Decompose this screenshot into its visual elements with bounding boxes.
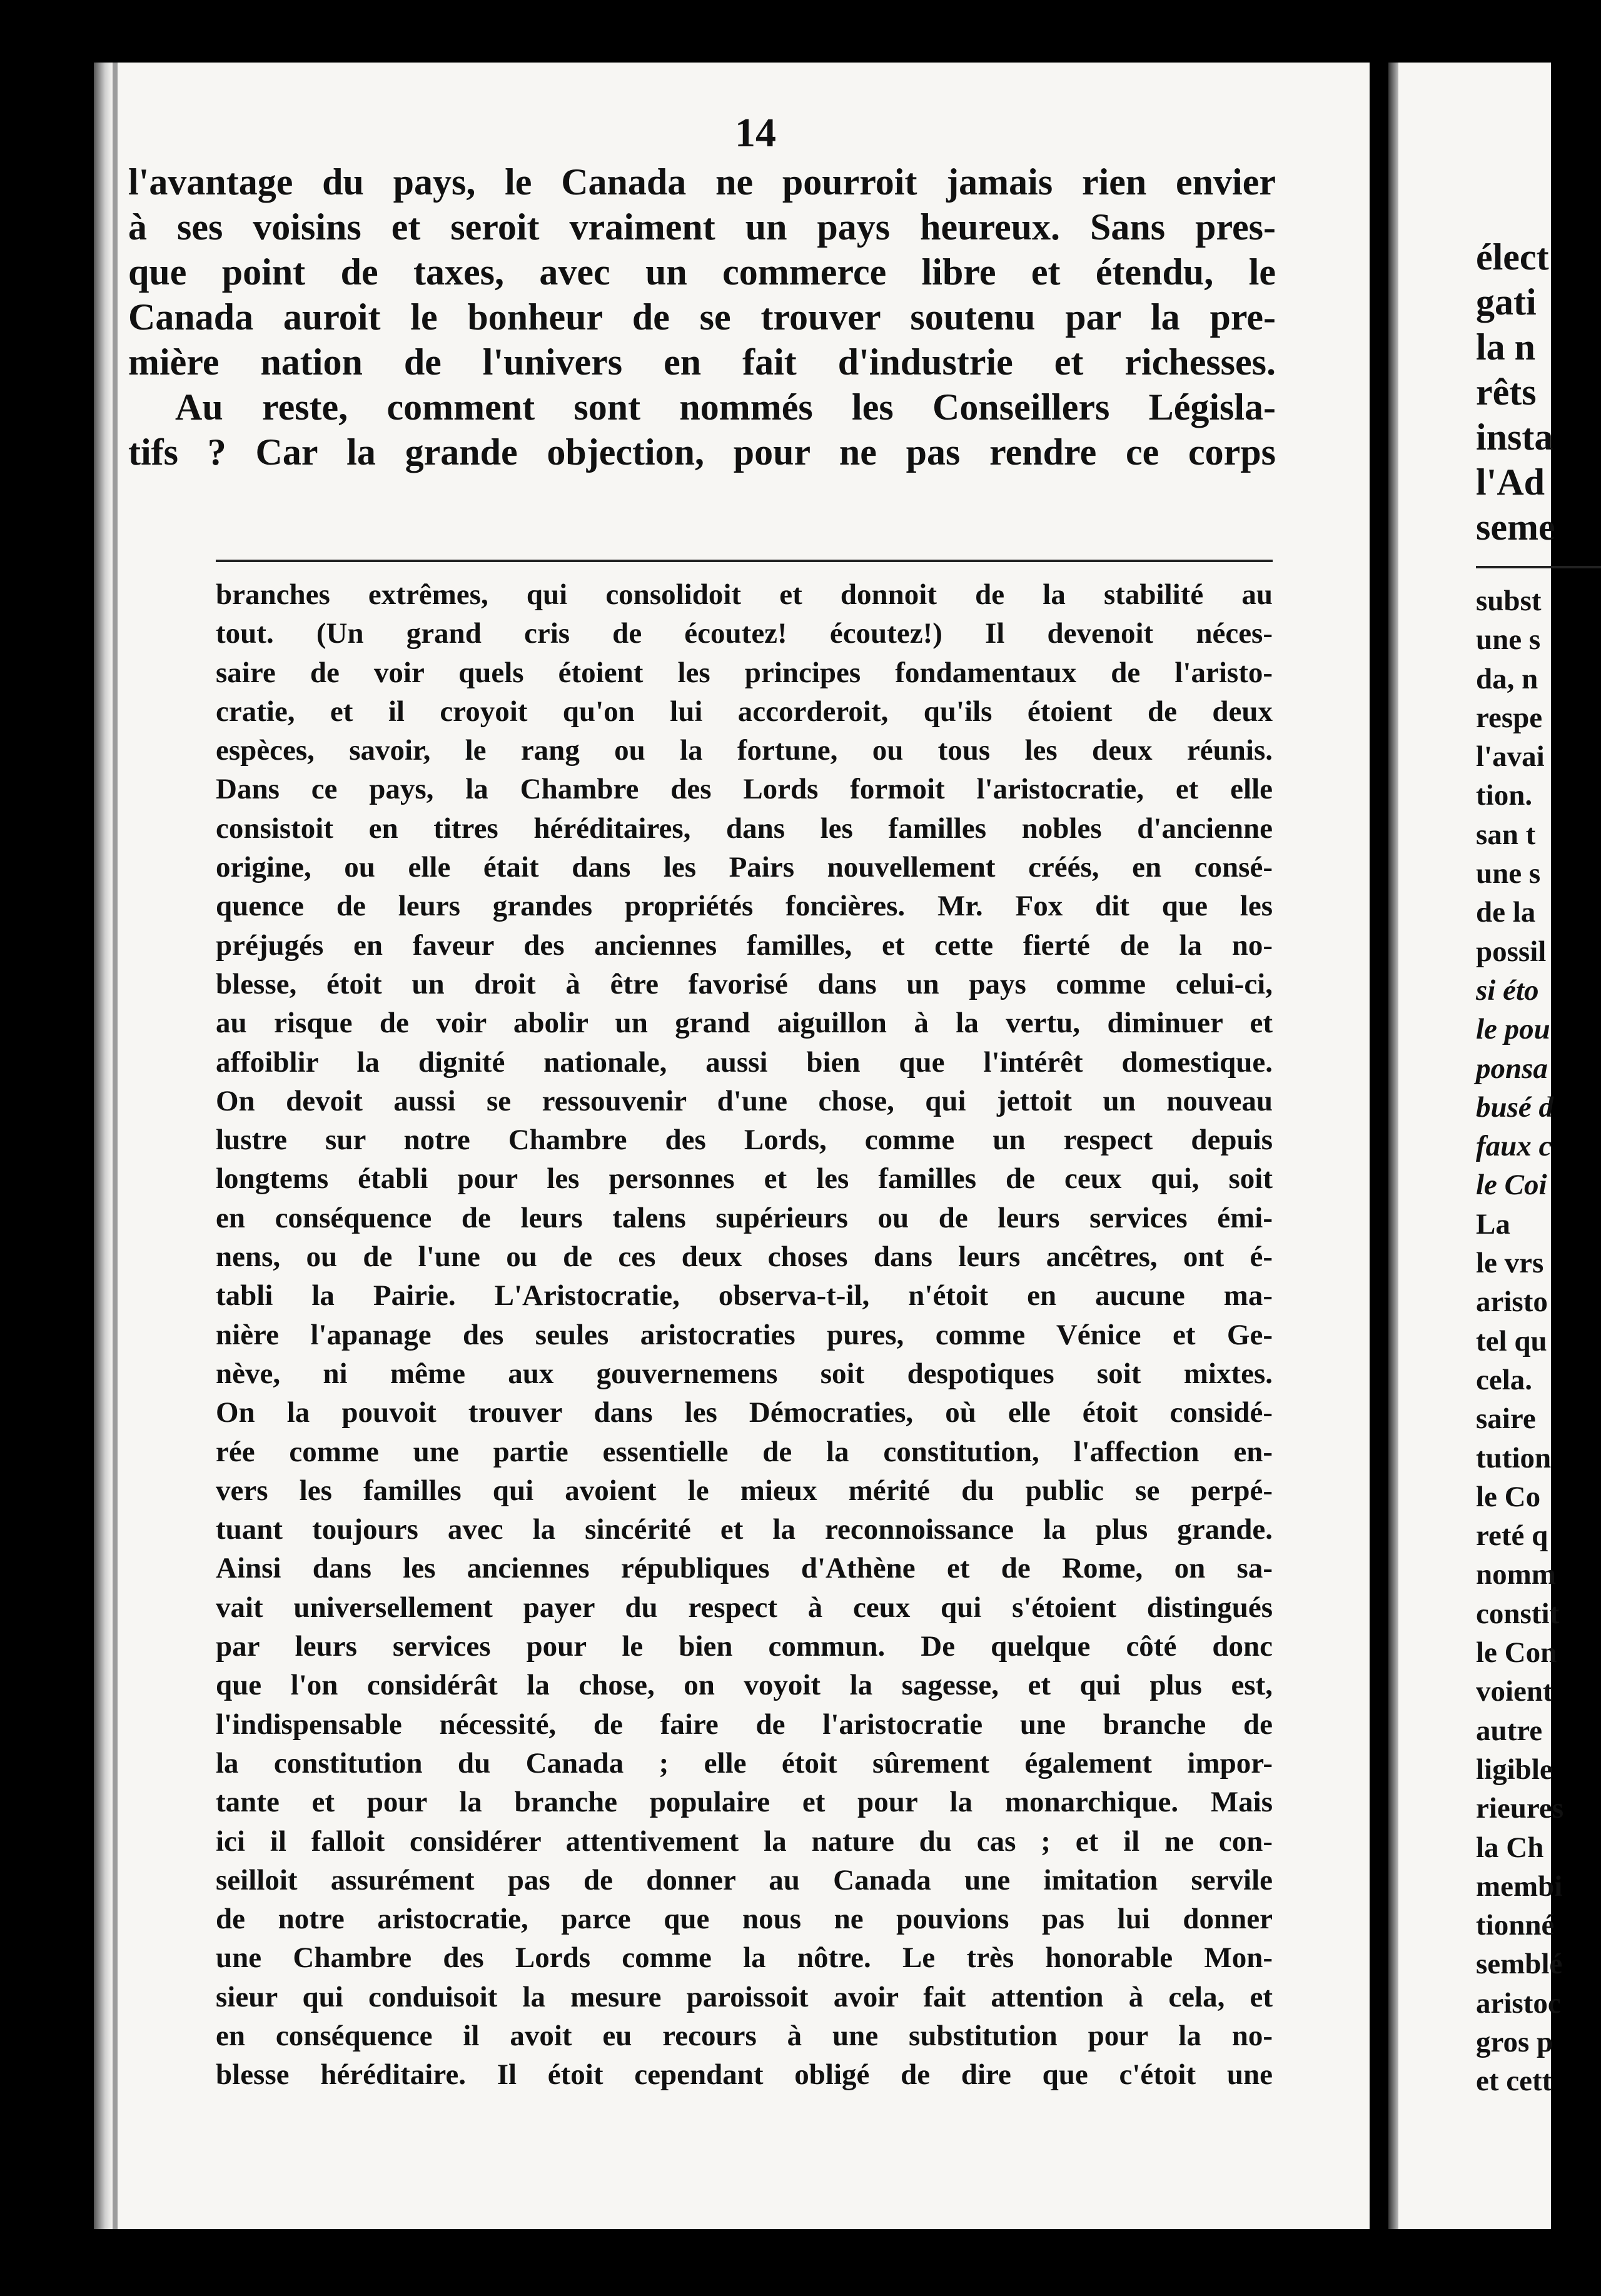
facing-page-line: rêts bbox=[1476, 371, 1537, 413]
facing-page-line: gati bbox=[1476, 281, 1537, 323]
page-gutter bbox=[94, 63, 113, 2229]
text-line: que point de taxes, avec un commerce libre et étendu, le bbox=[128, 251, 1276, 293]
facing-page-footnote-line: si éto bbox=[1476, 974, 1539, 1007]
facing-page-footnote-line: autre bbox=[1476, 1714, 1543, 1747]
footnote-line: nève, ni même aux gouvernemens soit despotiques soit mixtes. bbox=[216, 1357, 1273, 1390]
footnote-line: tante et pour la branche populaire et pour la monarchique. Mais bbox=[216, 1786, 1273, 1819]
footnote-line: Ainsi dans les anciennes républiques d'Athène et de Rome, on sa- bbox=[216, 1552, 1273, 1585]
facing-page-footnote-line: nomm bbox=[1476, 1558, 1556, 1591]
text-line: Canada auroit le bonheur de se trouver soutenu par la pre- bbox=[128, 296, 1276, 338]
facing-page bbox=[1388, 63, 1564, 2229]
footnote-line: vers les familles qui avoient le mieux mérité du public se perpé- bbox=[216, 1474, 1273, 1507]
footnote-line: par leurs services pour le bien commun. De quelque côté donc bbox=[216, 1630, 1273, 1663]
footnote-line: affoiblir la dignité nationale, aussi bien que l'intérêt domestique. bbox=[216, 1045, 1273, 1079]
footnote-line: en conséquence de leurs talens supérieurs ou de leurs services émi- bbox=[216, 1201, 1273, 1234]
facing-page-line: insta bbox=[1476, 416, 1553, 458]
footnote-line: tabli la Pairie. L'Aristocratie, observa-t-il, n'étoit en aucune ma- bbox=[216, 1279, 1273, 1312]
footnote-line: l'indispensable nécessité, de faire de l'aristocratie une branche de bbox=[216, 1708, 1273, 1741]
footnote-line: longtems établi pour les personnes et les familles de ceux qui, soit bbox=[216, 1162, 1273, 1196]
footnote-line: en conséquence il avoit eu recours à une substitution pour la no- bbox=[216, 2019, 1273, 2052]
footnote-rule bbox=[216, 560, 1273, 562]
facing-page-footnote-line: tionné bbox=[1476, 1909, 1555, 1942]
facing-page-footnote-line: semblé bbox=[1476, 1948, 1563, 1981]
footnote-line: consistoit en titres héréditaires, dans les familles nobles d'ancienne bbox=[216, 812, 1273, 845]
footnote-line: branches extrêmes, qui consolidoit et donnoit de la stabilité au bbox=[216, 578, 1273, 611]
footnote-line: une Chambre des Lords comme la nôtre. Le très honorable Mon- bbox=[216, 1941, 1273, 1975]
footnote-line: nière l'apanage des seules aristocraties pures, comme Vénice et Ge- bbox=[216, 1318, 1273, 1351]
facing-page-footnote-line: ponsa bbox=[1476, 1052, 1548, 1085]
facing-page-footnote-line: aristo bbox=[1476, 1286, 1548, 1319]
footnote-line: blesse, étoit un droit à être favorisé dans un pays comme celui-ci, bbox=[216, 967, 1273, 1000]
main-text bbox=[128, 159, 1276, 475]
footnote-line: nens, ou de l'une ou de ces deux choses dans leurs ancêtres, ont é- bbox=[216, 1241, 1273, 1274]
footnote-line: préjugés en faveur des anciennes familles, et cette fierté de la no- bbox=[216, 929, 1273, 962]
footnote-line: sieur qui conduisoit la mesure paroissoit avoir fait attention à cela, et bbox=[216, 1980, 1273, 2013]
text-line: Au reste, comment sont nommés les Conseillers Législa- bbox=[175, 386, 1276, 428]
facing-page-footnote-line: subst bbox=[1476, 585, 1542, 617]
facing-page-footnote-line: La bbox=[1476, 1207, 1510, 1241]
footnote-line: ici il falloit considérer attentivement la nature du cas ; et il ne con- bbox=[216, 1825, 1273, 1858]
text-line: tifs ? Car la grande objection, pour ne pas rendre ce corps bbox=[128, 431, 1276, 473]
facing-page-footnote-line: le Con bbox=[1476, 1636, 1557, 1669]
text-line: mière nation de l'univers en fait d'industrie et richesses. bbox=[128, 341, 1276, 383]
facing-page-footnote-line: ligible bbox=[1476, 1753, 1553, 1786]
facing-page-footnote-line: reté q bbox=[1476, 1519, 1548, 1553]
footnote-line: de notre aristocratie, parce que nous ne pouvions pas lui donner bbox=[216, 1903, 1273, 1936]
facing-page-footnote-line: san t bbox=[1476, 818, 1536, 851]
facing-page-footnote-line: voient bbox=[1476, 1675, 1553, 1708]
footnote-line: lustre sur notre Chambre des Lords, comme un respect depuis bbox=[216, 1124, 1273, 1157]
footnote-text bbox=[216, 575, 1273, 2095]
facing-page-footnote-rule bbox=[1476, 566, 1601, 568]
facing-page-footnote-line: de la bbox=[1476, 896, 1536, 929]
facing-page-footnote-line: membi bbox=[1476, 1870, 1563, 1903]
facing-page-footnote-line: possil bbox=[1476, 935, 1547, 968]
footnote-line: saire de voir quels étoient les principes fondamentaux de l'aristo- bbox=[216, 656, 1273, 689]
facing-page-footnote-line: le vrs bbox=[1476, 1247, 1544, 1280]
facing-page-footnote-line: faux c bbox=[1476, 1130, 1552, 1163]
page-gutter-shadow bbox=[113, 63, 118, 2229]
facing-page-gutter bbox=[1388, 63, 1398, 2229]
facing-page-footnote-line: busé d bbox=[1476, 1090, 1554, 1124]
facing-page-line: seme bbox=[1476, 506, 1555, 548]
footnote-line: tuant toujours avec la sincérité et la reconnoissance la plus grande. bbox=[216, 1513, 1273, 1546]
facing-page-footnote-line: gros p bbox=[1476, 2025, 1553, 2058]
facing-page-footnote-line: et cett bbox=[1476, 2065, 1552, 2098]
footnote-line: On la pouvoit trouver dans les Démocraties, où elle étoit considé- bbox=[216, 1396, 1273, 1429]
footnote-line: au risque de voir abolir un grand aiguillon à la vertu, diminuer et bbox=[216, 1007, 1273, 1040]
facing-page-footnote-line: le pou bbox=[1476, 1013, 1550, 1046]
footnote-line: que l'on considérât la chose, on voyoit la sagesse, et qui plus est, bbox=[216, 1669, 1273, 1702]
footnote-line: rée comme une partie essentielle de la constitution, l'affection en- bbox=[216, 1435, 1273, 1468]
facing-page-footnote-line: le Coi bbox=[1476, 1169, 1547, 1202]
footnote-line: tout. (Un grand cris de écoutez! écoutez!) Il devenoit néces- bbox=[216, 617, 1273, 650]
facing-page-line: la n bbox=[1476, 326, 1536, 368]
facing-page-footnote-line: tion. bbox=[1476, 779, 1533, 812]
facing-page-line: l'Ad bbox=[1476, 461, 1545, 503]
footnote-line: Dans ce pays, la Chambre des Lords formoit l'aristocratie, et elle bbox=[216, 773, 1273, 806]
footnote-line: la constitution du Canada ; elle étoit sûrement également impor- bbox=[216, 1746, 1273, 1780]
footnote-line: blesse héréditaire. Il étoit cependant obligé de dire que c'étoit une bbox=[216, 2058, 1273, 2092]
footnote-line: cratie, et il croyoit qu'on lui accorderoit, qu'ils étoient de deux bbox=[216, 695, 1273, 728]
facing-page-main-text bbox=[1476, 234, 1555, 550]
facing-page-footnote-line: respe bbox=[1476, 701, 1543, 734]
facing-page-footnote-line: le Co bbox=[1476, 1480, 1541, 1513]
facing-page-footnote-line: da, n bbox=[1476, 662, 1538, 695]
facing-page-footnote-line: une s bbox=[1476, 623, 1541, 657]
text-line: à ses voisins et seroit vraiment un pays heureux. Sans pres- bbox=[128, 206, 1276, 248]
facing-page-footnote-line: aristoc bbox=[1476, 1986, 1561, 2020]
footnote-line: seilloit assurément pas de donner au Canada une imitation servile bbox=[216, 1863, 1273, 1896]
text-line: l'avantage du pays, le Canada ne pourroit jamais rien envier bbox=[128, 161, 1276, 203]
footnote-line: quence de leurs grandes propriétés foncières. Mr. Fox dit que les bbox=[216, 890, 1273, 923]
facing-page-footnote-line: tution bbox=[1476, 1441, 1552, 1474]
facing-page-footnote-text bbox=[1476, 582, 1563, 2101]
facing-page-footnote-line: la Ch bbox=[1476, 1831, 1544, 1864]
facing-page-footnote-line: constit bbox=[1476, 1597, 1560, 1630]
facing-page-footnote-line: saire bbox=[1476, 1402, 1536, 1436]
footnote-line: origine, ou elle était dans les Pairs nouvellement créés, en consé- bbox=[216, 851, 1273, 884]
facing-page-footnote-line: rieures bbox=[1476, 1792, 1564, 1825]
page-number: 14 bbox=[735, 110, 776, 156]
facing-page-footnote-line: tel qu bbox=[1476, 1324, 1547, 1357]
footnote-line: On devoit aussi se ressouvenir d'une chose, qui jettoit un nouveau bbox=[216, 1084, 1273, 1117]
facing-page-line: élect bbox=[1476, 236, 1549, 278]
facing-page-footnote-line: l'avai bbox=[1476, 740, 1545, 773]
footnote-line: vait universellement payer du respect à ceux qui s'étoient distingués bbox=[216, 1591, 1273, 1624]
footnote-line: espèces, savoir, le rang ou la fortune, ou tous les deux réunis. bbox=[216, 734, 1273, 767]
facing-page-footnote-line: une s bbox=[1476, 857, 1541, 890]
facing-page-footnote-line: cela. bbox=[1476, 1363, 1533, 1396]
